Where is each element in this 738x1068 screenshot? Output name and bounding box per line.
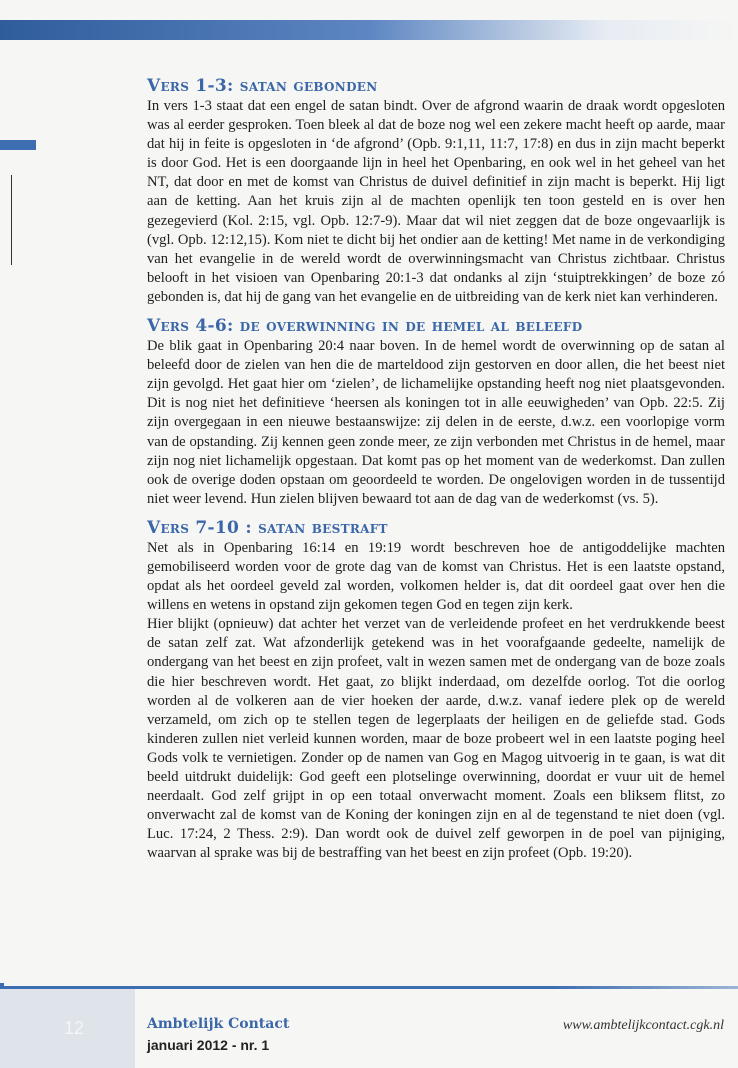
page-number: 12	[64, 1018, 85, 1038]
side-vertical-line	[11, 175, 12, 265]
section-vers-4-6	[147, 315, 725, 509]
paragraph: In vers 1-3 staat dat een engel de satan bindt. Over de afgrond waarin de draak wordt opgesloten was al eerder gesproken. Toen bleek al dat de boze nog wel een zekere macht heeft op aarde, maar dat hij in feite is opgesloten in ‘de afgrond’ (Opb. 9:1,11, 11:7, 17:8) en dus in zijn macht beperkt is door God. Het is een doorgaande lijn in heel het Openbaring, en ook wel in het geheel van het NT, dat door en met de komst van Christus de duivel definitief in zijn macht is beperkt. Hij ligt aan de ketting. Aan het kruis zijn al de machten openlijk ten toon gesteld en is over hen gezegevierd (Kol. 2:15, vgl. Opb. 12:7-9). Maar dat wil niet zeggen dat de boze ongevaarlijk is (vgl. Opb. 12:12,15). Kom niet te dicht bij het ondier aan de ketting! Met name in de verkondiging van het evangelie in de wereld wordt de overwinningsmacht van Christus zichtbaar. Christus belooft in het visioen van Openbaring 20:1-3 dat ondanks al zijn ‘stuiptrekkingen’ de boze zó gebonden is, dat hij de gang van het evangelie en de uitbreiding van de kerk niet kan verhinderen.	[147, 98, 725, 305]
paragraph: De blik gaat in Openbaring 20:4 naar boven. In de hemel wordt de overwinning op de satan al beleefd door de zielen van hen die de marteldood zijn gestorven en door allen, die het beest niet zijn gevolgd. Het gaat hier om ‘zielen’, de lichamelijke opstanding heeft nog niet plaatsgevonden. Dit is nog niet het definitieve ‘heersen als koningen tot in alle eeuwigheden’ van Opb. 22:5. Zij zijn overgegaan in een nieuwe bestaanswijze: zij delen in de eerste, d.w.z. een voorlopige vorm van de opstanding. Zij kennen geen zonde meer, ze zijn verbonden met Christus in de hemel, maar zijn nog niet lichamelijk opgestaan. Dat komt pas op het moment van de wederkomst. Dan zullen ook de overige doden opstaan om geoordeeld te worden. De ongelovigen worden in de tussentijd niet weer levend. Hun zielen blijven bewaard tot aan de dag van de wederkomst (vs. 5).	[147, 338, 725, 507]
magazine-name: Ambtelijk Contact	[147, 1016, 290, 1032]
section-heading: Vers 7-10 : satan bestraft	[147, 517, 388, 538]
section-heading: Vers 4-6: de overwinning in de hemel al beleefd	[147, 316, 583, 337]
top-color-band	[0, 20, 738, 40]
side-accent-bar	[0, 140, 36, 150]
website-url: www.ambtelijkcontact.cgk.nl	[562, 1018, 724, 1033]
section-vers-7-10	[147, 517, 725, 864]
paragraph: Hier blijkt (opnieuw) dat achter het verzet van de verleidende profeet en het verdrukkende beest de satan zelf zat. Wat afzonderlijk getekend was in het voorafgaande gedeelte, namelijk de ondergang van het beest en zijn profeet, valt in wezen samen met de ondergang van de boze zoals die hier beschreven wordt. Het gaat, zo blijkt inderdaad, om dezelfde oorlog. Tot die oorlog worden al de volkeren aan de vier hoeken der aarde, d.w.z. vanaf iedere plek op de wereld verzameld, om zich op te stellen tegen de legerplaats der heiligen en de geliefde stad. Gods kinderen zullen niet verleid kunnen worden, maar de boze probeert wel in een laatste poging heel Gods volk te vernietigen. Zonder op de namen van Gog en Magog uitvoerig in te gaan, is wat dit beeld uitdrukt duidelijk: God geeft een plotselinge overwinning, doordat er vuur uit de hemel neerdaalt. God zelf grijpt in op een totaal onverwacht moment. Zoals een bliksem flitst, zo onverwacht zal de komst van de Koning der koningen zijn en al de tegenstand te niet doen (vgl. Luc. 17:24, 2 Thess. 2:9). Dan wordt ook de duivel zelf geworpen in de poel van pijniging, waarvan al sprake was bij de bestraffing van het beest en zijn profeet (Opb. 19:20).	[147, 616, 725, 862]
magazine-issue: januari 2012 - nr. 1	[147, 1037, 270, 1053]
section-heading: Vers 1-3: satan gebonden	[147, 76, 378, 96]
section-vers-1-3	[147, 75, 725, 307]
article-body	[147, 75, 725, 871]
paragraph: Net als in Openbaring 16:14 en 19:19 wordt beschreven hoe de antigoddelijke machten gemobiliseerd worden voor de grote dag van de komst van Christus. Het is een laatste opstand, opdat als het oordeel geveld zal worden, volkomen helder is, dat dit oordeel gaat over hen die willens en wetens in opstand zijn gekomen tegen God en tegen zijn kerk.	[147, 539, 725, 614]
